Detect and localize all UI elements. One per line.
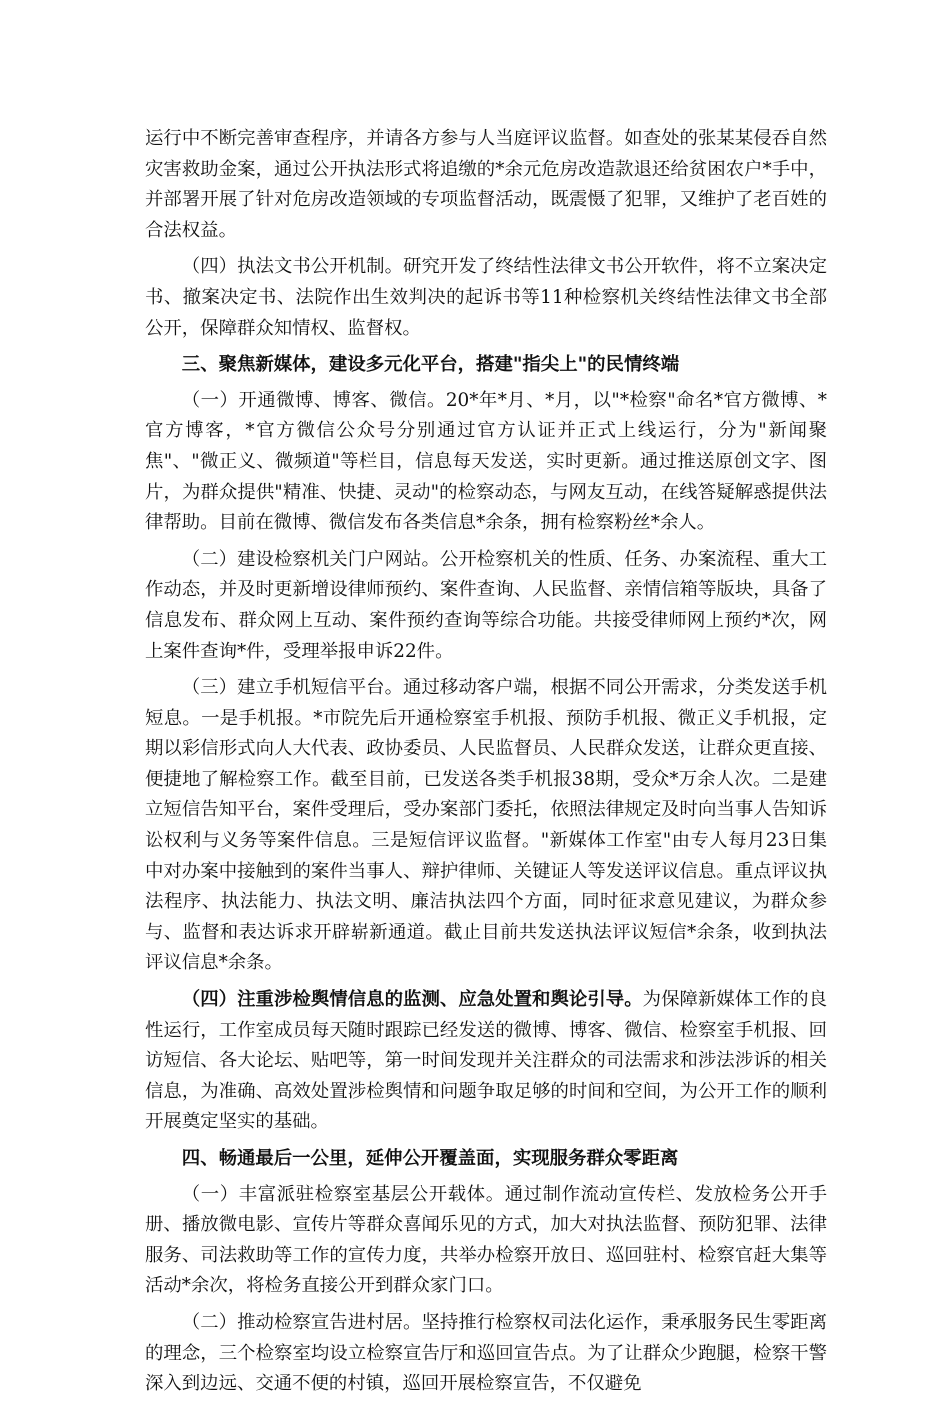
paragraph-portal-website: （二）建设检察机关门户网站。公开检察机关的性质、任务、办案流程、重大工作动态，并及时更新增设律师预约、案件查询、人民监督、亲情信箱等版块，具备了信息发布、群众网上互动、案件预约查询等综合功能。共接受律师网上预约*次，网上案件查询*件，受理举报申诉22件。	[145, 548, 827, 662]
document-page	[145, 124, 827, 1406]
section-heading-3: 三、聚焦新媒体，建设多元化平台，搭建"指尖上"的民情终端	[181, 354, 680, 376]
paragraph-weibo-blog-wechat: （一）开通微博、博客、微信。20*年*月、*月，以"*检察"命名*官方微博、*官方博客，*官方微信公众号分别通过官方认证并正式上线运行，分为"新闻聚焦"、"微正义、微频道"等栏目，信息每天发送，实时更新。通过推送原创文字、图片，为群众提供"精准、快捷、灵动"的检察动态，与网友互动，在线答疑解惑提供法律帮助。目前在微博、微信发布各类信息*余条，拥有检察粉丝*余人。	[145, 389, 827, 534]
paragraph-public-opinion	[145, 985, 827, 1138]
paragraph-body: 为保障新媒体工作的良性运行，工作室成员每天随时跟踪已经发送的微博、博客、微信、检察室手机报、回访短信、各大论坛、贴吧等，第一时间发现并关注群众的司法需求和涉法涉诉的相关信息，为准确、高效处置涉检舆情和问题争取足够的时间和空间，为公开工作的顺利开展奠定坚实的基础。	[145, 989, 827, 1133]
paragraph-grassroots-carriers: （一）丰富派驻检察室基层公开载体。通过制作流动宣传栏、发放检务公开手册、播放微电影、宣传片等群众喜闻乐见的方式，加大对执法监督、预防犯罪、法律服务、司法救助等工作的宣传力度，共举办检察开放日、巡回驻村、检察官赶大集等活动*余次，将检务直接公开到群众家门口。	[145, 1183, 827, 1297]
paragraph-lead-bold: （四）注重涉检舆情信息的监测、应急处置和舆论引导。	[181, 989, 643, 1011]
section-heading-4: 四、畅通最后一公里，延伸公开覆盖面，实现服务群众零距离	[181, 1148, 679, 1169]
paragraph-sms-platform: （三）建立手机短信平台。通过移动客户端，根据不同公开需求，分类发送手机短息。一是手机报。*市院先后开通检察室手机报、预防手机报、微正义手机报，定期以彩信形式向人大代表、政协委员、人民监督员、人民群众发送，让群众更直接、便捷地了解检察工作。截至目前，已发送各类手机报38期，受众*万余人次。二是建立短信告知平台，案件受理后，受办案部门委托，依照法律规定及时向当事人告知诉讼权利与义务等案件信息。三是短信评议监督。"新媒体工作室"由专人每月23日集中对办案中接触到的案件当事人、辩护律师、关键证人等发送评议信息。重点评议执法程序、执法能力、执法文明、廉洁执法四个方面，同时征求意见建议，为群众参与、监督和表达诉求开辟崭新通道。截止目前共发送执法评议短信*余条，收到执法评议信息*余条。	[145, 677, 827, 974]
paragraph-village-announcement: （二）推动检察宣告进村居。坚持推行检察权司法化运作，秉承服务民生零距离的理念，三个检察室均设立检察宣告厅和巡回宣告点。为了让群众少跑腿，检察干警深入到边远、交通不便的村镇，巡回开展检察宣告，不仅避免	[145, 1311, 827, 1395]
paragraph-continuation: 运行中不断完善审查程序，并请各方参与人当庭评议监督。如查处的张某某侵吞自然灾害救助金案，通过公开执法形式将追缴的*余元危房改造款退还给贫困农户*手中，并部署开展了针对危房改造领域的专项监督活动，既震慑了犯罪，又维护了老百姓的合法权益。	[145, 128, 827, 241]
paragraph-document-disclosure: （四）执法文书公开机制。研究开发了终结性法律文书公开软件，将不立案决定书、撤案决定书、法院作出生效判决的起诉书等11种检察机关终结性法律文书全部公开，保障群众知情权、监督权。	[145, 256, 827, 339]
